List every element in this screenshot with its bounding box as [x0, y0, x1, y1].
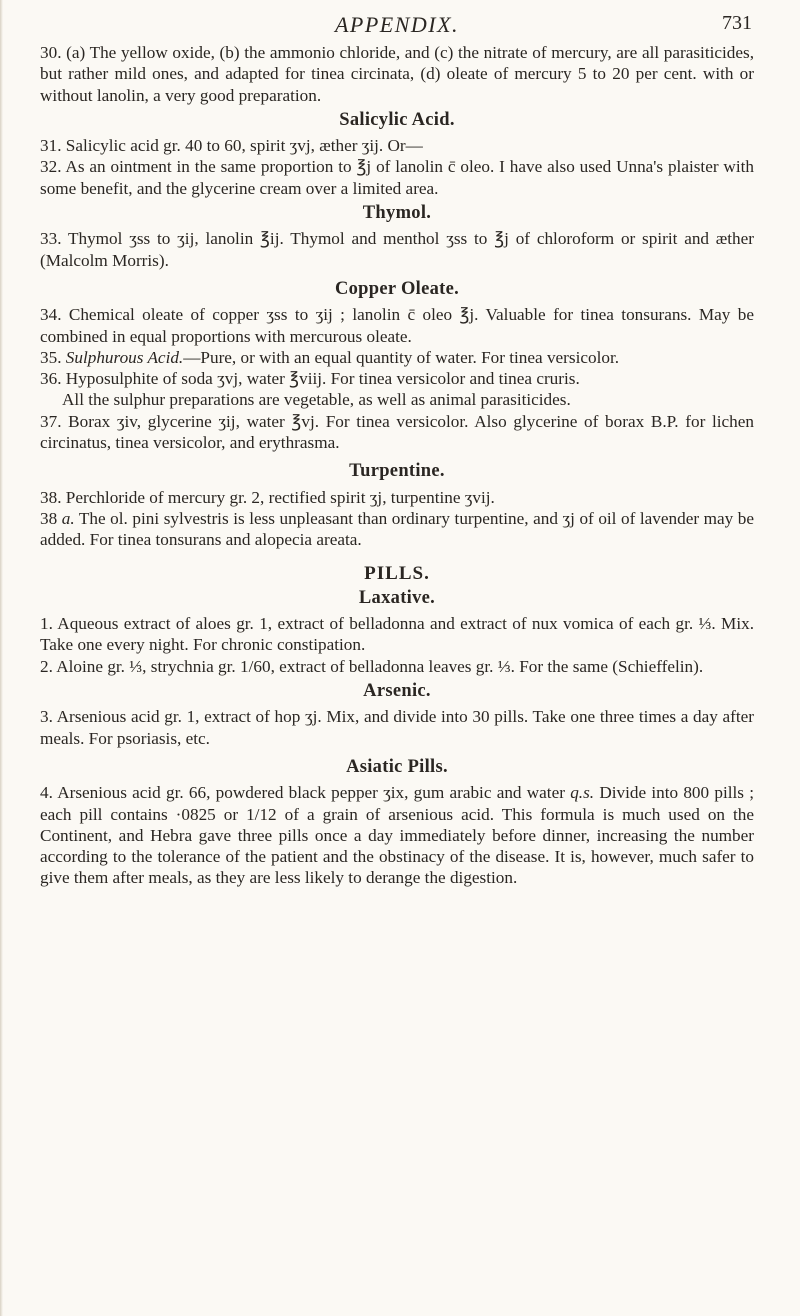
paragraph-38: 38. Perchloride of mercury gr. 2, rectified spirit ʒj, turpentine ʒvij. [40, 487, 495, 507]
paragraph-37: 37. Borax ʒiv, glycerine ʒij, water ℥vj. For tinea versicolor. Also glycerine of borax B.P. for lichen circinatus, tinea versicolor, and erythrasma. [40, 411, 754, 453]
paragraph-32: 32. As an ointment in the same proportion to ℥j of lanolin c̄ oleo. I have also used Unna's plaister with some benefit, and the glycerine cream over a limited area. [40, 157, 754, 198]
heading-copper-oleate: Copper Oleate. [334, 278, 460, 299]
heading-pills: PILLS. [364, 562, 430, 584]
heading-turpentine: Turpentine. [349, 461, 445, 482]
page-spine-shadow [0, 0, 3, 1316]
paragraph-pill-4-text-a: 4. Arsenious acid gr. 66, powdered black pepper ʒix, gum arabic and water [40, 783, 571, 803]
heading-arsenic: Arsenic. [363, 681, 431, 702]
paragraph-35 [40, 347, 754, 368]
paragraph-34: 34. Chemical oleate of copper ʒss to ʒij ; lanolin c̄ oleo ℥j. Valuable for tinea tonsurans. May be combined in equal proportions with mercurous oleate. [40, 305, 754, 346]
heading-laxative: Laxative. [358, 587, 436, 608]
paragraph-36: 36. Hyposulphite of soda ʒvj, water ℥viij. For tinea versicolor and tinea cruris. [40, 369, 580, 389]
paragraph-35-number: 35. [40, 347, 66, 367]
running-header [40, 12, 754, 42]
heading-salicylic-acid: Salicylic Acid. [339, 109, 455, 130]
paragraph-38a-italic: a. [61, 508, 75, 528]
paragraph-38a [40, 508, 754, 551]
paragraph-31: 31. Salicylic acid gr. 40 to 60, spirit ʒvj, æther ʒij. Or— [40, 136, 423, 156]
paragraph-pill-3: 3. Arsenious acid gr. 1, extract of hop ʒj. Mix, and divide into 30 pills. Take one three times a day after meals. For psoriasis, etc. [40, 707, 754, 748]
running-title: APPENDIX. [334, 12, 460, 37]
paragraph-pill-4 [40, 782, 754, 888]
paragraph-30: 30. (a) The yellow oxide, (b) the ammonio chloride, and (c) the nitrate of mercury, are all parasiticides, but rather mild ones, and adapted for tinea circinata, (d) oleate of mercury 5 to 20 per cent. with or without lanolin, a very good preparation. [40, 43, 754, 105]
paragraph-35-text: —Pure, or with an equal quantity of water. For tinea versicolor. [183, 347, 620, 367]
paragraph-33: 33. Thymol ʒss to ʒij, lanolin ℥ij. Thymol and menthol ʒss to ℥j of chloroform or spirit and æther (Malcolm Morris). [40, 229, 754, 270]
paragraph-sulphur-note: All the sulphur preparations are vegetable, as well as animal parasiticides. [62, 390, 571, 410]
paragraph-pill-2: 2. Aloine gr. ⅓, strychnia gr. 1/60, extract of belladonna leaves gr. ⅓. For the same (Schieffelin). [40, 656, 704, 676]
paragraph-38a-number: 38 [40, 508, 62, 528]
heading-asiatic-pills: Asiatic Pills. [346, 756, 448, 777]
paragraph-pill-4-text-b: Divide into 800 pills ; each pill contains ·0825 or 1/12 of a grain of arsenious acid. This formula is much used on the Continent, and Hebra gave three pills once a day immediately before dinner, increasing the number according to the tolerance of the patient and the obstinacy of the disease. It is, however, much safer to give them after meals, as they are less likely to derange the digestion. [40, 783, 754, 888]
paragraph-pill-4-qs: q.s. [570, 783, 595, 803]
heading-thymol: Thymol. [362, 203, 432, 224]
paragraph-pill-1: 1. Aqueous extract of aloes gr. 1, extract of belladonna and extract of nux vomica of each gr. ⅓. Mix. Take one every night. For chronic constipation. [40, 614, 754, 655]
paragraph-38a-text: The ol. pini sylvestris is less unpleasant than ordinary turpentine, and ʒj of oil of lavender may be added. For tinea tonsurans and alopecia areata. [40, 508, 755, 550]
paragraph-35-italic: Sulphurous Acid. [65, 347, 184, 367]
page-number: 731 [722, 12, 752, 34]
page-body [40, 42, 754, 889]
